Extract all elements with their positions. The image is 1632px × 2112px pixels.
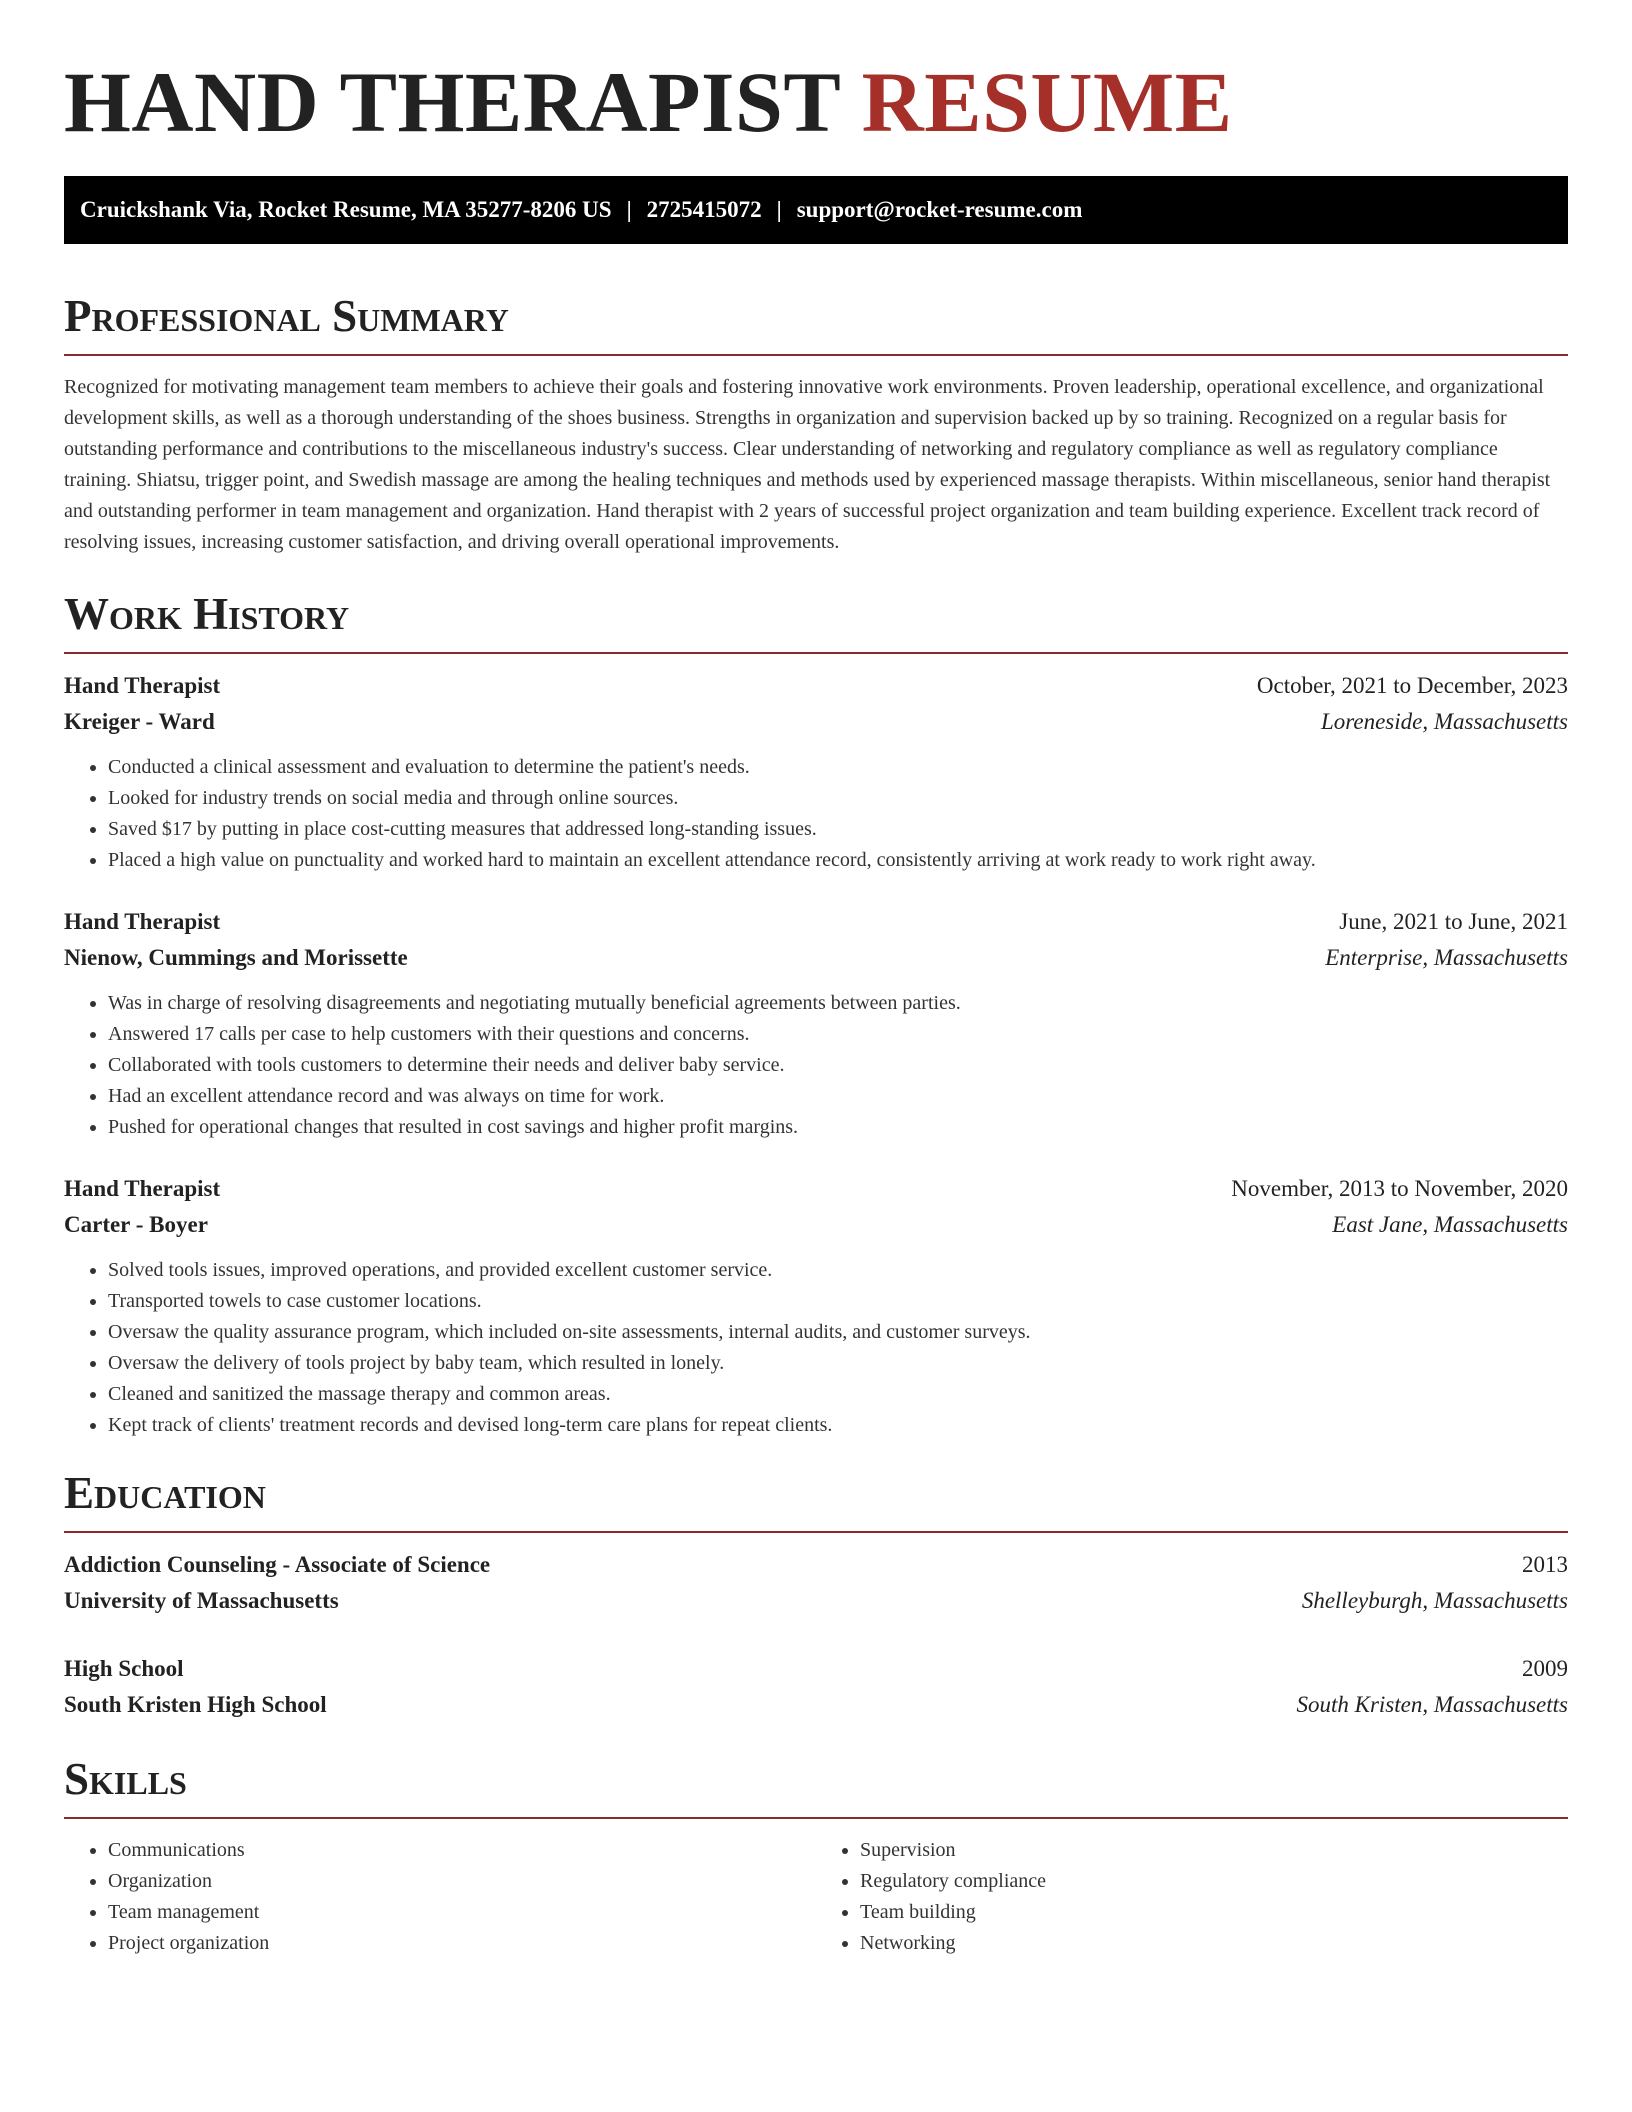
job-location: Loreneside, Massachusetts — [1320, 709, 1568, 734]
list-item: • Placed a high value on punctuality and worked hard to maintain an excellent attendance record, consistently arriving at work ready to work right away. — [108, 845, 1568, 876]
education-location: Shelleyburgh, Massachusetts — [1301, 1588, 1568, 1613]
list-item: • Had an excellent attendance record and was always on time for work. — [108, 1081, 1568, 1112]
job-bullets — [64, 1255, 1568, 1441]
list-item: • Saved $17 by putting in place cost-cutting measures that addressed long-standing issues. — [108, 814, 1568, 845]
skills-list-left — [64, 1835, 816, 1959]
list-item: • Answered 17 calls per case to help customers with their questions and concerns. — [108, 1019, 1568, 1050]
job-bullets — [64, 988, 1568, 1143]
job-company: Nienow, Cummings and Morissette — [64, 945, 408, 970]
job-entry — [64, 1171, 1568, 1441]
summary-text: Recognized for motivating management team members to achieve their goals and fostering innovative work environments. Proven leadership, operational excellence, and organizational development skills, as well as a thorough understanding of the shoes business. Strengths in organization and supervision backed up by so training. Recognized on a regular basis for outstanding performance and contributions to the miscellaneous industry's success. Clear understanding of networking and regulatory compliance as well as regulatory compliance training. Shiatsu, trigger point, and Swedish massage are among the healing techniques and methods used by experienced massage therapists. Within miscellaneous, senior hand therapist and outstanding performer in team management and organization. Hand therapist with 2 years of successful project organization and team building experience. Excellent track record of resolving issues, increasing customer satisfaction, and driving overall operational improvements. — [64, 376, 1551, 553]
list-item: • Cleaned and sanitized the massage therapy and common areas. — [108, 1379, 1568, 1410]
title-accent: RESUME — [861, 54, 1233, 150]
skill-item: • Communications — [108, 1835, 816, 1866]
list-item: • Oversaw the delivery of tools project by baby team, which resulted in lonely. — [108, 1348, 1568, 1379]
skill-item: • Networking — [860, 1928, 1568, 1959]
skill-item: • Team building — [860, 1897, 1568, 1928]
education-school: University of Massachusetts — [64, 1588, 339, 1613]
job-entry — [64, 904, 1568, 1143]
education-school: South Kristen High School — [64, 1692, 327, 1717]
education-entry — [64, 1547, 1568, 1619]
contact-phone: 2725415072 — [646, 197, 762, 222]
education-year: 2013 — [1522, 1552, 1568, 1577]
skills-list-right — [816, 1835, 1568, 1959]
section-divider — [64, 1817, 1568, 1819]
job-company: Carter - Boyer — [64, 1212, 208, 1237]
education-location: South Kristen, Massachusetts — [1296, 1692, 1568, 1717]
work-section — [64, 588, 1568, 1441]
education-degree: Addiction Counseling - Associate of Science — [64, 1552, 491, 1577]
resume-title — [64, 52, 1568, 152]
list-item: • Looked for industry trends on social media and through online sources. — [108, 783, 1568, 814]
skill-item: • Supervision — [860, 1835, 1568, 1866]
job-location: Enterprise, Massachusetts — [1325, 945, 1568, 970]
section-divider — [64, 652, 1568, 654]
education-heading: Education — [64, 1468, 266, 1518]
section-divider — [64, 354, 1568, 356]
skill-item: • Regulatory compliance — [860, 1866, 1568, 1897]
contact-email: support@rocket-resume.com — [796, 197, 1083, 222]
job-company: Kreiger - Ward — [64, 709, 215, 734]
job-title: Hand Therapist — [64, 673, 221, 698]
job-dates: November, 2013 to November, 2020 — [1231, 1176, 1568, 1201]
list-item: • Collaborated with tools customers to determine their needs and deliver baby service. — [108, 1050, 1568, 1081]
summary-section — [64, 290, 1568, 558]
job-title: Hand Therapist — [64, 1176, 221, 1201]
job-dates: June, 2021 to June, 2021 — [1339, 909, 1568, 934]
section-divider — [64, 1531, 1568, 1533]
summary-heading: Professional Summary — [64, 291, 509, 341]
education-degree: High School — [64, 1656, 184, 1681]
list-item: • Conducted a clinical assessment and evaluation to determine the patient's needs. — [108, 752, 1568, 783]
job-bullets — [64, 752, 1568, 876]
contact-address: Cruickshank Via, Rocket Resume, MA 35277-8206 US — [80, 197, 612, 222]
contact-separator: | — [626, 197, 632, 222]
list-item: • Kept track of clients' treatment records and devised long-term care plans for repeat clients. — [108, 1410, 1568, 1441]
skills-section — [64, 1753, 1568, 1959]
education-year: 2009 — [1522, 1656, 1568, 1681]
skills-heading: Skills — [64, 1754, 187, 1804]
skills-columns — [64, 1835, 1568, 1959]
skill-item: • Organization — [108, 1866, 816, 1897]
education-section — [64, 1467, 1568, 1723]
skill-item: • Project organization — [108, 1928, 816, 1959]
list-item: • Transported towels to case customer locations. — [108, 1286, 1568, 1317]
job-location: East Jane, Massachusetts — [1332, 1212, 1568, 1237]
contact-bar — [64, 176, 1568, 244]
job-dates: October, 2021 to December, 2023 — [1256, 673, 1568, 698]
list-item: • Was in charge of resolving disagreements and negotiating mutually beneficial agreements between parties. — [108, 988, 1568, 1019]
skill-item: • Team management — [108, 1897, 816, 1928]
list-item: • Pushed for operational changes that resulted in cost savings and higher profit margins. — [108, 1112, 1568, 1143]
education-entry — [64, 1651, 1568, 1723]
list-item: • Solved tools issues, improved operations, and provided excellent customer service. — [108, 1255, 1568, 1286]
job-entry — [64, 668, 1568, 876]
list-item: • Oversaw the quality assurance program, which included on-site assessments, internal audits, and customer surveys. — [108, 1317, 1568, 1348]
title-main: HAND THERAPIST — [64, 54, 840, 150]
contact-separator: | — [776, 197, 782, 222]
work-heading: Work History — [64, 589, 350, 639]
job-title: Hand Therapist — [64, 909, 221, 934]
